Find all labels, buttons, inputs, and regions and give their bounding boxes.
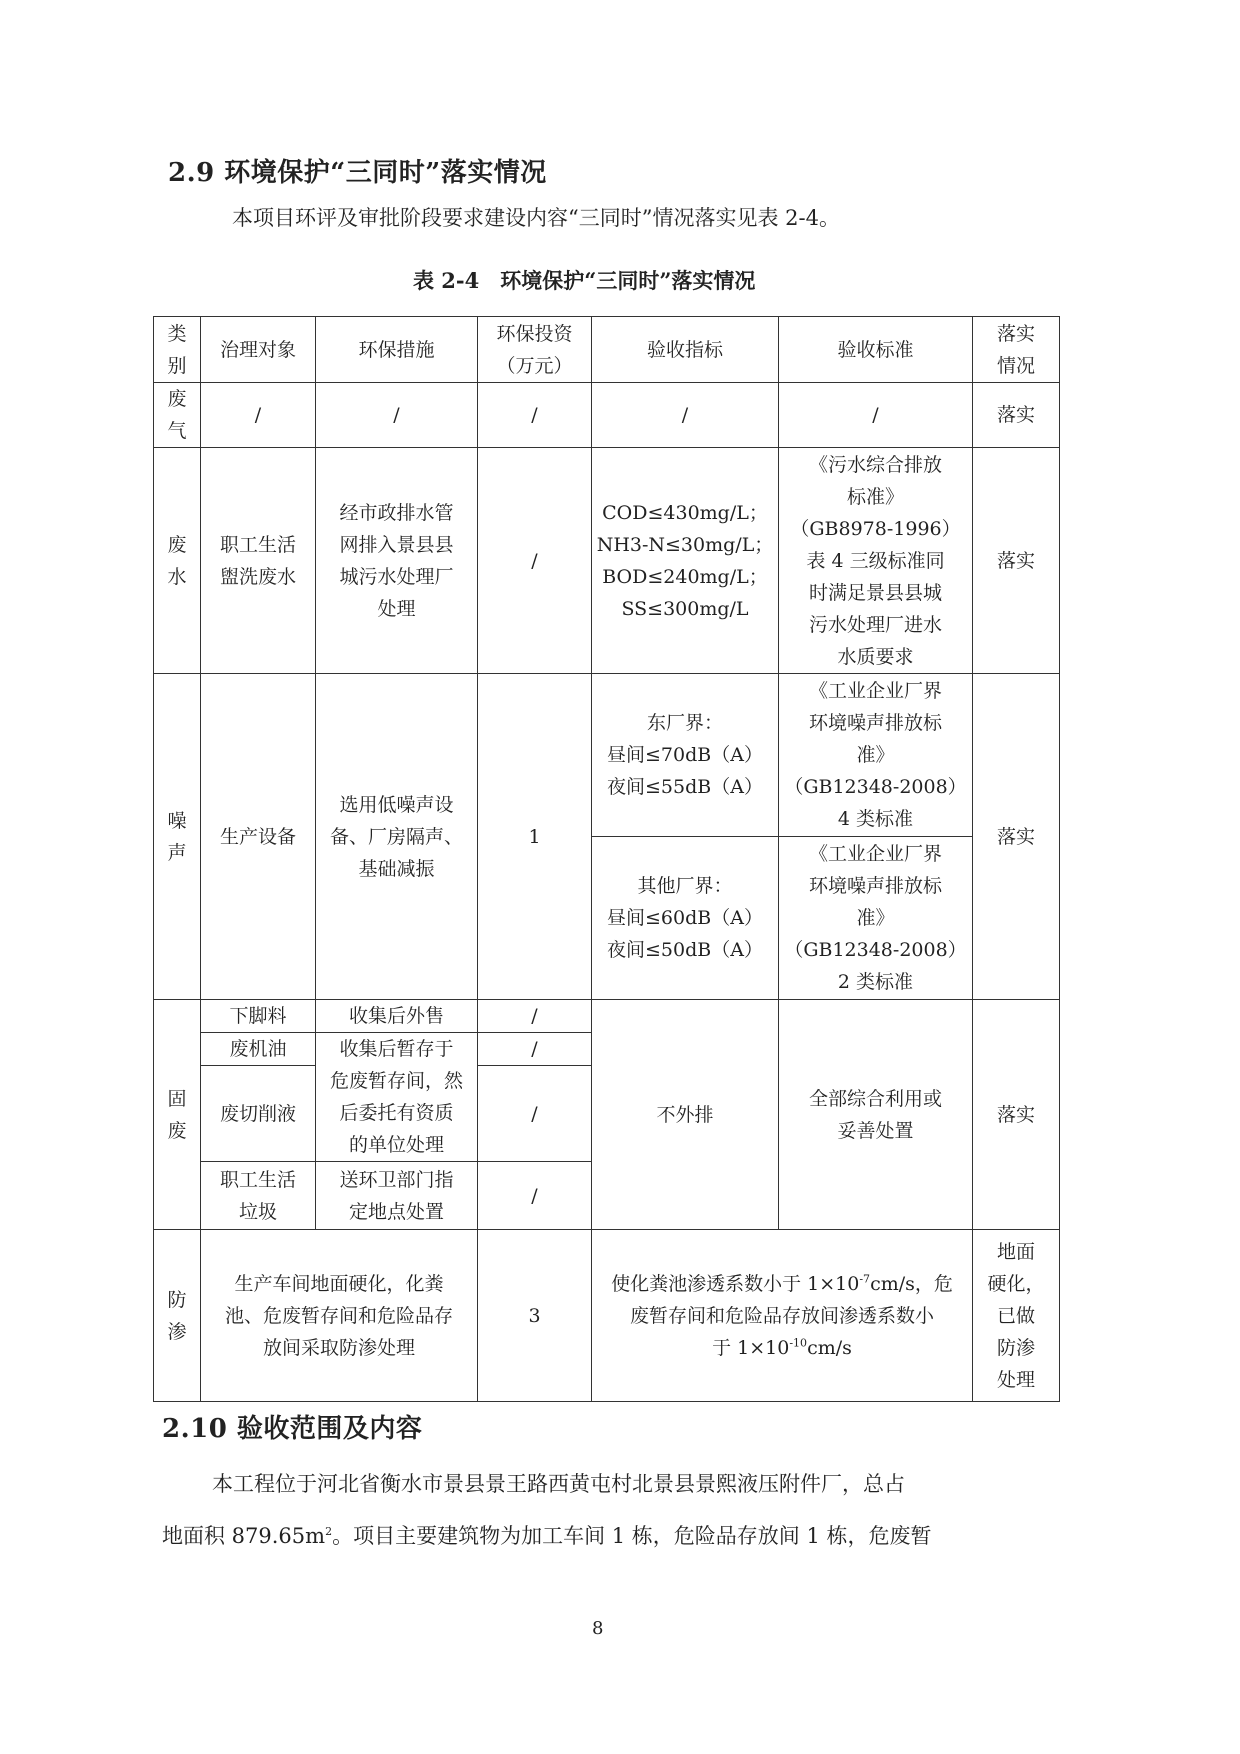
cell-target: 废切削液 bbox=[201, 1066, 316, 1162]
table-header-row bbox=[154, 317, 1060, 383]
category-waste-water: 废 水 bbox=[154, 448, 201, 674]
table-row-waste-water bbox=[154, 448, 1060, 674]
cell-target: 废机油 bbox=[201, 1033, 316, 1066]
cell-standard-east: 《工业企业厂界 环境噪声排放标 准》 （GB12348-2008） 4 类标准 bbox=[779, 674, 973, 837]
header-status: 落实 情况 bbox=[973, 317, 1060, 383]
cell-standard-other: 《工业企业厂界 环境噪声排放标 准》 （GB12348-2008） 2 类标准 bbox=[779, 837, 973, 1000]
header-indicator: 验收指标 bbox=[592, 317, 779, 383]
cell-investment: / bbox=[478, 1066, 592, 1162]
cell-standard: 《污水综合排放 标准》 （GB8978-1996） 表 4 三级标准同 时满足景县县城 污水处理厂进水 水质要求 bbox=[779, 448, 973, 674]
cell-measure: 经市政排水管 网排入景县县 城污水处理厂 处理 bbox=[316, 448, 478, 674]
table-caption: 表 2-4 环境保护“三同时”落实情况 bbox=[413, 268, 756, 293]
cell-indicator: 使化粪池渗透系数小于 $1\times 10^{-7}cm/s$，危 废暂存间和危险品存放间渗透系数小 于 $1\times 10^{-10}cm/s$ bbox=[592, 1230, 973, 1402]
cell-investment: / bbox=[478, 448, 592, 674]
cell-investment: 3 bbox=[478, 1230, 592, 1402]
table-row-noise-east bbox=[154, 674, 1060, 837]
header-measure: 环保措施 bbox=[316, 317, 478, 383]
cell-status: 落实 bbox=[973, 1000, 1060, 1230]
body-paragraph-line-1: 本工程位于河北省衡水市景县景王路西黄屯村北景县景熙液压附件厂，总占 bbox=[212, 1472, 905, 1496]
cell-status: 地面 硬化， 已做 防渗 处理 bbox=[973, 1230, 1060, 1402]
cell-target: 职工生活 盥洗废水 bbox=[201, 448, 316, 674]
cell-measure: 送环卫部门指 定地点处置 bbox=[316, 1162, 478, 1230]
category-seepage: 防 渗 bbox=[154, 1230, 201, 1402]
cell-status: 落实 bbox=[973, 383, 1060, 448]
table-row-waste-gas bbox=[154, 383, 1060, 448]
intro-paragraph: 本项目环评及审批阶段要求建设内容“三同时”情况落实见表 2-4。 bbox=[232, 206, 840, 230]
cell-measure: 收集后外售 bbox=[316, 1000, 478, 1033]
cell-target: 职工生活 垃圾 bbox=[201, 1162, 316, 1230]
cell-target: / bbox=[201, 383, 316, 448]
header-investment: 环保投资 （万元） bbox=[478, 317, 592, 383]
cell-target: 下脚料 bbox=[201, 1000, 316, 1033]
body-paragraph-line-2: 地面积 $879.65m^2$。项目主要建筑物为加工车间 1 栋，危险品存放间 1 栋，危废暂 bbox=[162, 1524, 932, 1548]
cell-indicator: / bbox=[592, 383, 779, 448]
page-number: 8 bbox=[592, 1618, 604, 1639]
three-simultaneous-table bbox=[153, 316, 1060, 1402]
header-target: 治理对象 bbox=[201, 317, 316, 383]
section-heading-2-10: 2.10 验收范围及内容 bbox=[162, 1414, 423, 1444]
section-heading-2-9: 2.9 环境保护“三同时”落实情况 bbox=[168, 158, 547, 188]
cell-measure-shared: 收集后暂存于 危废暂存间，然 后委托有资质 的单位处理 bbox=[316, 1033, 478, 1162]
cell-investment: / bbox=[478, 1000, 592, 1033]
cell-investment: 1 bbox=[478, 674, 592, 1000]
header-standard: 验收标准 bbox=[779, 317, 973, 383]
header-category: 类 别 bbox=[154, 317, 201, 383]
cell-indicator-other: 其他厂界： 昼间≤60dB（A） 夜间≤50dB（A） bbox=[592, 837, 779, 1000]
category-noise: 噪 声 bbox=[154, 674, 201, 1000]
cell-investment: / bbox=[478, 1033, 592, 1066]
cell-indicator-east: 东厂界： 昼间≤70dB（A） 夜间≤55dB（A） bbox=[592, 674, 779, 837]
cell-indicator: COD≤430mg/L； NH3-N≤30mg/L； BOD≤240mg/L； SS≤300mg/L bbox=[592, 448, 779, 674]
cell-measure: / bbox=[316, 383, 478, 448]
cell-indicator: 不外排 bbox=[592, 1000, 779, 1230]
cell-status: 落实 bbox=[973, 448, 1060, 674]
category-solid-waste: 固 废 bbox=[154, 1000, 201, 1230]
cell-target: 生产设备 bbox=[201, 674, 316, 1000]
category-waste-gas: 废 气 bbox=[154, 383, 201, 448]
cell-standard: 全部综合利用或 妥善处置 bbox=[779, 1000, 973, 1230]
table-row-seepage bbox=[154, 1230, 1060, 1402]
cell-measure: 生产车间地面硬化，化粪 池、危废暂存间和危险品存 放间采取防渗处理 bbox=[201, 1230, 478, 1402]
cell-measure: 选用低噪声设 备、厂房隔声、 基础减振 bbox=[316, 674, 478, 1000]
table-row-solid-scrap bbox=[154, 1000, 1060, 1033]
cell-investment: / bbox=[478, 383, 592, 448]
cell-status: 落实 bbox=[973, 674, 1060, 1000]
cell-investment: / bbox=[478, 1162, 592, 1230]
cell-standard: / bbox=[779, 383, 973, 448]
